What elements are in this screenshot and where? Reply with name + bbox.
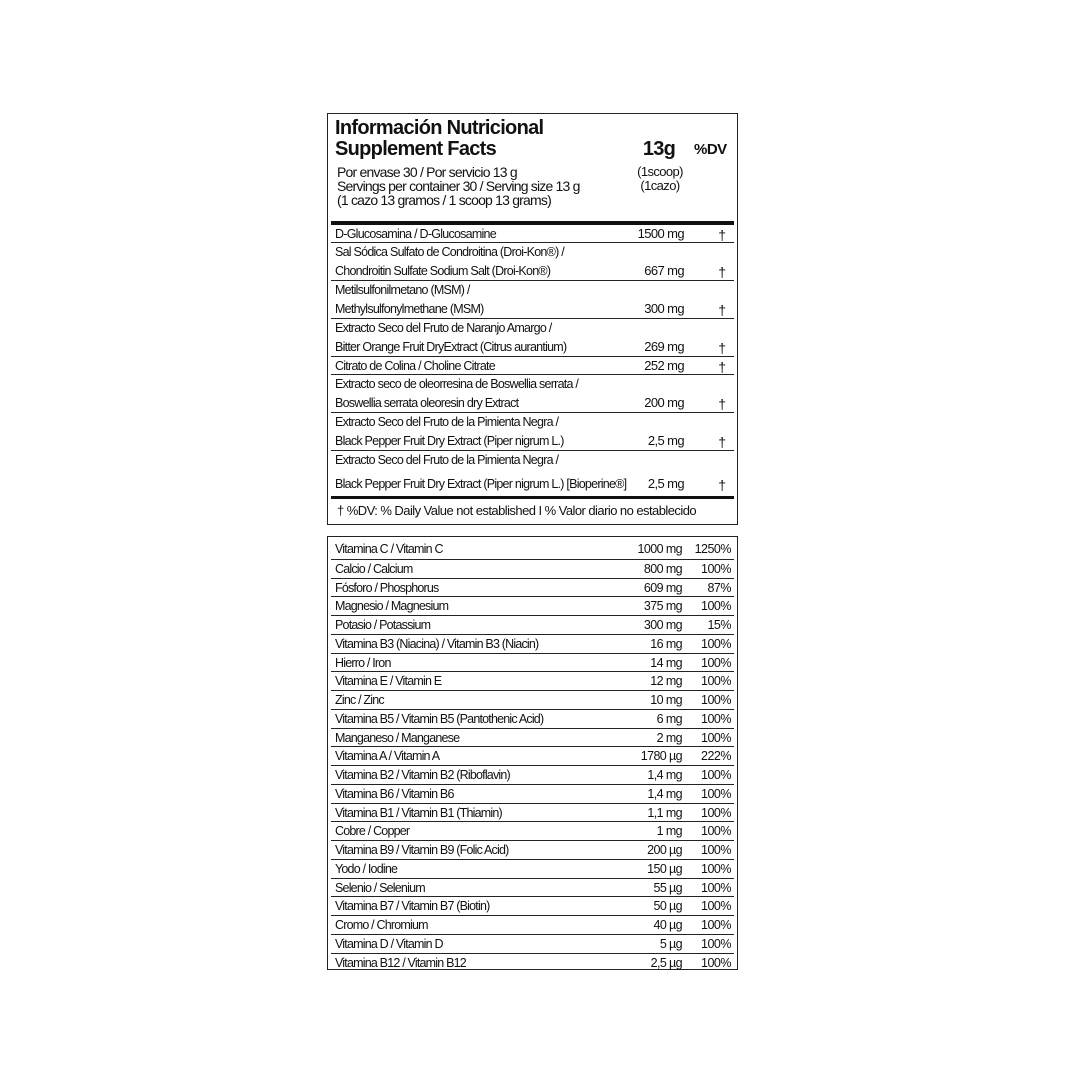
ingredient-name-line-2: Bitter Orange Fruit DryExtract (Citrus aurantium) [335, 340, 567, 354]
nutrient-amount: 150 µg [647, 861, 682, 876]
vitamin-row [331, 671, 734, 690]
nutrient-amount: 14 mg [650, 655, 682, 670]
nutrient-amount: 5 µg [659, 936, 682, 951]
nutrient-name: Vitamina B3 (Niacina) / Vitamin B3 (Niacin) [335, 636, 539, 651]
nutrient-daily-value: 100% [701, 693, 731, 707]
ingredient-row [331, 356, 734, 374]
nutrient-daily-value: 100% [701, 899, 731, 914]
serving-info-line-2: Servings per container 30 / Serving size 13 g [337, 178, 580, 194]
ingredient-row [331, 225, 734, 242]
nutrient-amount: 2,5 µg [650, 955, 682, 970]
ingredient-name-line-1: D-Glucosamina / D-Glucosamine [335, 227, 496, 241]
serving-info-line-3: (1 cazo 13 gramos / 1 scoop 13 grams) [337, 192, 551, 208]
nutrient-name: Hierro / Iron [335, 655, 391, 670]
ingredient-name-line-2: Chondroitin Sulfate Sodium Salt (Droi-Kon®) [335, 264, 551, 278]
nutrient-amount: 200 µg [647, 843, 682, 857]
ingredient-name-line-2: Methylsulfonylmethane (MSM) [335, 302, 484, 316]
nutrient-daily-value: 100% [701, 918, 731, 932]
nutrient-daily-value: 100% [701, 936, 731, 951]
nutrient-name: Vitamina A / Vitamin A [335, 749, 440, 764]
ingredient-name-line-1: Extracto Seco del Fruto de la Pimienta Negra / [335, 415, 559, 429]
nutrient-amount: 375 mg [643, 599, 682, 614]
ingredient-amount: 252 mg [644, 358, 684, 373]
vitamin-row [331, 803, 734, 822]
vitamin-row [331, 859, 734, 878]
ingredient-amount: 667 mg [644, 263, 684, 278]
nutrient-name: Zinc / Zinc [335, 693, 384, 707]
nutrient-amount: 10 mg [650, 693, 682, 707]
ingredient-row [331, 412, 734, 450]
vitamin-row [331, 690, 734, 709]
vitamin-row [331, 540, 734, 559]
nutrient-daily-value: 100% [701, 599, 731, 614]
nutrient-name: Vitamina B1 / Vitamin B1 (Thiamin) [335, 805, 502, 820]
vitamin-row [331, 653, 734, 672]
scoop-note-1: (1scoop) [637, 164, 683, 179]
vitamin-row [331, 896, 734, 915]
vitamin-row [331, 915, 734, 934]
nutrient-name: Vitamina B9 / Vitamin B9 (Folic Acid) [335, 843, 509, 857]
vitamin-row [331, 615, 734, 634]
nutrient-daily-value: 1250% [694, 542, 731, 556]
nutrient-amount: 1000 mg [637, 542, 682, 556]
ingredient-row [331, 280, 734, 318]
ingredient-amount: 1500 mg [637, 226, 684, 241]
ingredient-amount: 300 mg [644, 301, 684, 316]
nutrient-daily-value: 100% [701, 636, 731, 651]
nutrient-daily-value: 100% [701, 843, 731, 857]
vitamin-row [331, 934, 734, 953]
dagger-mark: † [718, 340, 726, 356]
nutrient-daily-value: 100% [701, 768, 731, 782]
ingredient-amount: 269 mg [644, 339, 684, 354]
nutrient-daily-value: 100% [701, 655, 731, 670]
nutrient-daily-value: 100% [701, 880, 731, 895]
nutrient-daily-value: 100% [701, 805, 731, 820]
serving-info-line-1: Por envase 30 / Por servicio 13 g [337, 164, 517, 180]
ingredient-name-line-1: Extracto Seco del Fruto de Naranjo Amargo / [335, 321, 552, 335]
ingredient-name-line-1: Citrato de Colina / Choline Citrate [335, 359, 495, 373]
title-spanish: Información Nutricional [335, 117, 544, 139]
ingredient-name-line-1: Metilsulfonilmetano (MSM) / [335, 283, 470, 297]
title-english: Supplement Facts [335, 138, 497, 160]
daily-value-header: %DV [694, 141, 727, 158]
nutrient-daily-value: 100% [701, 711, 731, 726]
ingredient-row [331, 374, 734, 412]
nutrient-name: Yodo / Iodine [335, 861, 398, 876]
nutrient-name: Vitamina B2 / Vitamin B2 (Riboflavin) [335, 768, 510, 782]
nutrient-name: Vitamina B12 / Vitamin B12 [335, 955, 466, 970]
nutrient-name: Vitamina C / Vitamin C [335, 542, 443, 556]
nutrient-daily-value: 100% [701, 861, 731, 876]
nutrient-amount: 1780 µg [640, 749, 682, 764]
vitamin-row [331, 746, 734, 765]
ingredient-name-line-2: Black Pepper Fruit Dry Extract (Piper nigrum L.) [Bioperine®] [335, 477, 627, 491]
nutrient-daily-value: 100% [701, 730, 731, 745]
ingredient-amount: 2,5 mg [647, 476, 684, 491]
dagger-mark: † [718, 302, 726, 318]
nutrient-amount: 609 mg [643, 580, 682, 595]
vitamin-row [331, 559, 734, 578]
nutrient-name: Fósforo / Phosphorus [335, 580, 439, 595]
vitamin-row [331, 578, 734, 597]
ingredient-name-line-1: Extracto Seco del Fruto de la Pimienta Negra / [335, 453, 559, 467]
nutrient-name: Selenio / Selenium [335, 880, 425, 895]
vitamin-row [331, 728, 734, 747]
nutrient-name: Vitamina B5 / Vitamin B5 (Pantothenic Acid) [335, 711, 544, 726]
nutrient-daily-value: 87% [707, 580, 731, 595]
ingredient-row [331, 318, 734, 356]
vitamin-row [331, 878, 734, 897]
nutrient-amount: 1,4 mg [647, 786, 682, 801]
nutrient-amount: 800 mg [643, 561, 682, 576]
scoop-note-2: (1cazo) [640, 178, 680, 193]
nutrient-daily-value: 100% [701, 561, 731, 576]
vitamin-row [331, 953, 734, 972]
nutrient-daily-value: 100% [701, 824, 731, 839]
vitamin-row [331, 709, 734, 728]
nutrient-amount: 2 mg [656, 730, 682, 745]
ingredient-row [331, 450, 734, 493]
vitamin-row [331, 840, 734, 859]
supplement-facts-panel [327, 113, 738, 525]
nutrient-amount: 40 µg [653, 918, 682, 932]
nutrient-name: Manganeso / Manganese [335, 730, 460, 745]
ingredient-name-line-1: Extracto seco de oleorresina de Boswellia serrata / [335, 377, 579, 391]
nutrient-name: Calcio / Calcium [335, 561, 413, 576]
nutrient-amount: 16 mg [650, 636, 682, 651]
nutrient-name: Vitamina B7 / Vitamin B7 (Biotin) [335, 899, 490, 914]
nutrient-amount: 55 µg [653, 880, 682, 895]
vitamin-row [331, 821, 734, 840]
ingredient-amount: 200 mg [644, 395, 684, 410]
nutrient-name: Vitamina B6 / Vitamin B6 [335, 786, 454, 801]
dagger-mark: † [718, 396, 726, 412]
nutrient-amount: 300 mg [643, 618, 682, 632]
nutrient-name: Cromo / Chromium [335, 918, 428, 932]
dagger-mark: † [718, 434, 726, 450]
nutrient-name: Potasio / Potassium [335, 618, 431, 632]
nutrient-daily-value: 100% [701, 674, 731, 689]
footnote: † %DV: % Daily Value not established I % Valor diario no establecido [337, 503, 697, 518]
nutrient-daily-value: 222% [701, 749, 731, 764]
ingredient-name-line-1: Sal Sódica Sulfato de Condroitina (Droi-Kon®) / [335, 245, 564, 259]
vitamin-row [331, 596, 734, 615]
vitamins-minerals-panel [327, 536, 738, 970]
ingredient-row [331, 242, 734, 280]
nutrient-amount: 50 µg [653, 899, 682, 914]
vitamin-row [331, 634, 734, 653]
serving-amount-header: 13g [642, 138, 676, 160]
nutrient-amount: 1,1 mg [647, 805, 682, 820]
nutrient-name: Vitamina D / Vitamin D [335, 936, 443, 951]
nutrient-amount: 12 mg [650, 674, 682, 689]
ingredient-name-line-2: Boswellia serrata oleoresin dry Extract [335, 396, 519, 410]
nutrient-name: Magnesio / Magnesium [335, 599, 449, 614]
nutrient-name: Vitamina E / Vitamin E [335, 674, 442, 689]
nutrient-daily-value: 100% [701, 955, 731, 970]
dagger-mark: † [718, 264, 726, 280]
footnote-divider [331, 496, 734, 499]
nutrient-daily-value: 100% [701, 786, 731, 801]
nutrient-daily-value: 15% [707, 618, 731, 632]
ingredient-name-line-2: Black Pepper Fruit Dry Extract (Piper nigrum L.) [335, 434, 564, 448]
nutrient-amount: 1,4 mg [647, 768, 682, 782]
vitamin-row [331, 765, 734, 784]
nutrient-amount: 1 mg [656, 824, 682, 839]
vitamin-row [331, 784, 734, 803]
dagger-mark: † [718, 227, 726, 243]
nutrient-name: Cobre / Copper [335, 824, 410, 839]
dagger-mark: † [718, 359, 726, 375]
nutrient-amount: 6 mg [656, 711, 682, 726]
ingredient-amount: 2,5 mg [647, 433, 684, 448]
dagger-mark: † [718, 477, 726, 493]
